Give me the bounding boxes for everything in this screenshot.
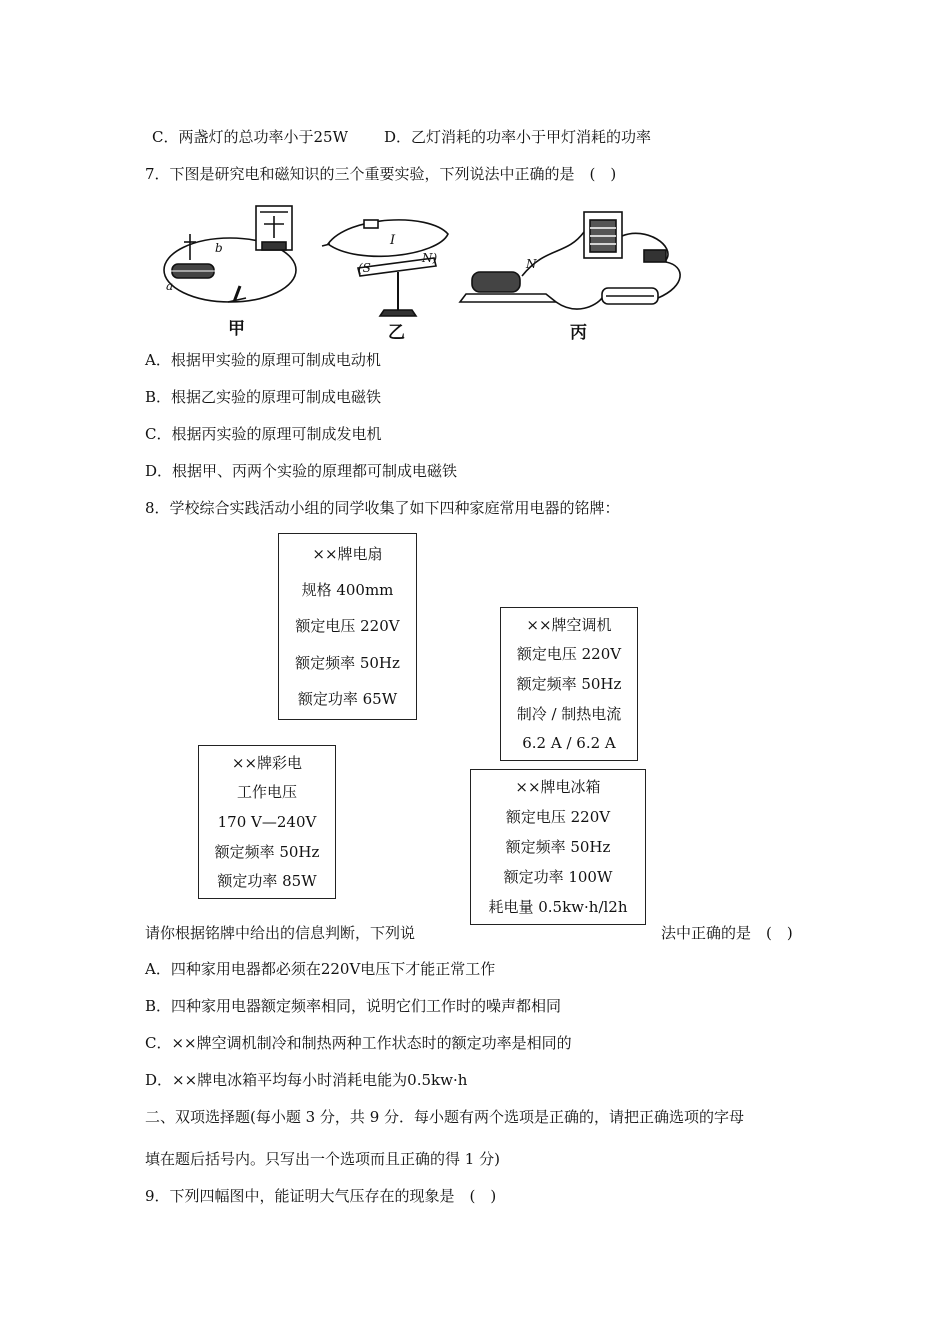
ac-frequency: 额定频率 50Hz bbox=[516, 674, 622, 693]
ac-current-label: 制冷 / 制热电流 bbox=[516, 704, 622, 723]
fan-size: 规格 400mm bbox=[301, 581, 394, 600]
ac-voltage: 额定电压 220V bbox=[516, 645, 622, 664]
fridge-power: 额定功率 100W bbox=[503, 868, 613, 886]
q7-option-d: D．根据甲、丙两个实验的原理都可制成电磁铁 bbox=[145, 462, 458, 480]
figure-yi-n-label: N) bbox=[422, 251, 438, 265]
figure-yi bbox=[318, 206, 456, 342]
tv-frequency: 额定频率 50Hz bbox=[214, 842, 320, 861]
figure-jia-b-label: b bbox=[215, 241, 223, 255]
figure-jia bbox=[160, 198, 305, 340]
figure-yi-s-label: (S bbox=[358, 261, 371, 275]
fridge-consumption: 耗电量 0.5kw·h/l2h bbox=[488, 898, 628, 916]
ac-brand: ××牌空调机 bbox=[526, 615, 612, 634]
nameplate-fridge bbox=[470, 769, 646, 925]
q7-option-a: A．根据甲实验的原理可制成电动机 bbox=[145, 351, 381, 369]
tv-voltage-range: 170 V—240V bbox=[217, 812, 317, 831]
q7-stem: 7．下图是研究电和磁知识的三个重要实验，下列说法中正确的是 ( ) bbox=[145, 165, 617, 183]
q6-option-c: C．两盏灯的总功率小于25W bbox=[152, 128, 348, 146]
fan-power: 额定功率 65W bbox=[297, 689, 398, 708]
nameplate-air-conditioner bbox=[500, 607, 638, 761]
q8-question-left: 请你根据铭牌中给出的信息判断，下列说 bbox=[145, 924, 416, 942]
q8-stem: 8．学校综合实践活动小组的同学收集了如下四种家庭常用电器的铭牌： bbox=[145, 499, 620, 517]
q8-question-right: 法中正确的是 ( ) bbox=[661, 924, 793, 942]
q7-option-b: B．根据乙实验的原理可制成电磁铁 bbox=[145, 388, 382, 406]
tv-power: 额定功率 85W bbox=[217, 872, 317, 891]
nameplate-tv bbox=[198, 745, 336, 899]
q6-option-d: D．乙灯消耗的功率小于甲灯消耗的功率 bbox=[384, 128, 652, 146]
q8-option-b: B．四种家用电器额定频率相同，说明它们工作时的噪声都相同 bbox=[145, 997, 562, 1015]
q7-option-c: C．根据丙实验的原理可制成发电机 bbox=[145, 425, 382, 443]
tv-voltage-label: 工作电压 bbox=[236, 783, 297, 802]
q8-option-a: A．四种家用电器都必须在220V电压下才能正常工作 bbox=[145, 960, 496, 978]
figure-jia-label: 甲 bbox=[228, 319, 245, 339]
figure-bing-n-label: N bbox=[526, 257, 537, 271]
fridge-voltage: 额定电压 220V bbox=[505, 808, 611, 826]
q8-option-d: D．××牌电冰箱平均每小时消耗电能为0.5kw·h bbox=[145, 1071, 468, 1089]
section2-heading-line2: 填在题后括号内。只写出一个选项而且正确的得 1 分) bbox=[145, 1150, 500, 1168]
figure-bing-label: 丙 bbox=[570, 323, 587, 343]
figure-bing bbox=[456, 206, 692, 346]
figure-yi-label: 乙 bbox=[388, 323, 405, 342]
fridge-frequency: 额定频率 50Hz bbox=[505, 838, 611, 856]
nameplate-fan bbox=[278, 533, 417, 720]
fridge-brand: ××牌电冰箱 bbox=[515, 778, 601, 796]
figure-yi-current-label: I bbox=[390, 233, 396, 248]
fan-frequency: 额定频率 50Hz bbox=[295, 653, 400, 672]
tv-brand: ××牌彩电 bbox=[231, 753, 303, 772]
figure-jia-a-label: a bbox=[166, 279, 174, 293]
fan-voltage: 额定电压 220V bbox=[295, 617, 400, 636]
section2-heading-line1: 二、双项选择题(每小题 3 分，共 9 分．每小题有两个选项是正确的，请把正确选项的字母 bbox=[145, 1108, 745, 1126]
fan-brand: ××牌电扇 bbox=[312, 545, 383, 564]
ac-current-value: 6.2 A / 6.2 A bbox=[522, 734, 616, 753]
q9-stem: 9．下列四幅图中，能证明大气压存在的现象是 ( ) bbox=[145, 1187, 497, 1205]
q8-option-c: C．××牌空调机制冷和制热两种工作状态时的额定功率是相同的 bbox=[145, 1034, 572, 1052]
